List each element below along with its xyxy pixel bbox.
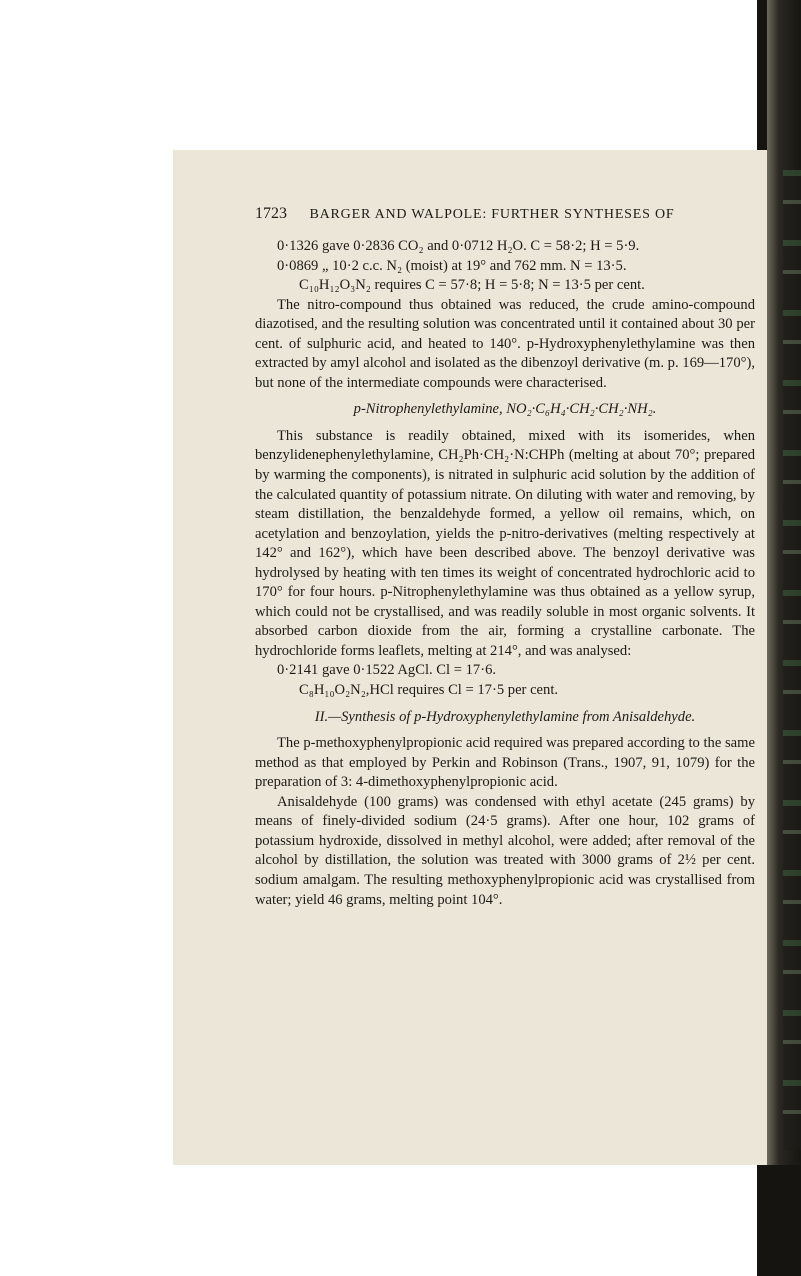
paragraph: The nitro-compound thus obtained was reduced, the crude amino-compound diazotised, and the resulting solution was concentrated until it contained about 30 per cent. of sulphuric acid, and heated to 140°. p-Hydroxyphenylethylamine was then extracted by amyl alcohol and isolated as the dibenzoyl derivative (m. p. 169—170°), but none of the intermediate compounds were characterised. [255,296,755,391]
section-heading [255,400,755,420]
scan-border-bottom-right [757,1165,801,1276]
analysis-line: 0·2141 gave 0·1522 AgCl. Cl = 17·6. [277,662,497,679]
page-number: 1723 [255,205,287,222]
paragraph: This substance is readily obtained, mixed with its isomerides, when benzylidenephenylethylamine, CH₂Ph·CH₂·N:CHPh (melting at about 70°; prepared by warming the components), is nitrated in sulphuric acid solution by the addition of the calculated quantity of potassium nitrate. On diluting with water and removing, by steam distillation, the benzaldehyde formed, a yellow oil remains, which, on acetylation and benzoylation, yields the p-nitro-derivatives (melting respectively at 142° and 162°), which have been described above. The benzoyl derivative was hydrolysed by heating with ten times its weight of concentrated hydrochloric acid to 170° for four hours. p-Nitrophenylethylamine was thus obtained as a yellow syrup, which could not be crystallised, and was readily soluble in most organic solvents. It absorbed carbon dioxide from the air, forming a crystalline carbonate. The hydrochloride forms leaflets, melting at 214°, and was analysed: [255,427,755,659]
heading-text: II.—Synthesis of p-Hydroxyphenylethylamine from Anisaldehyde. [314,708,696,725]
page-header [255,205,755,223]
heading-text: p-Nitrophenylethylamine, NO₂·C₆H₄·CH₂·CH₂·NH₂. [353,401,657,418]
analysis-line: 0·0869 „ 10·2 c.c. N₂ (moist) at 19° and 762 mm. N = 13·5. [277,257,627,274]
article-body [255,237,755,910]
analysis-requirement: C₁₀H₁₂O₃N₂ requires C = 57·8; H = 5·8; N = 13·5 per cent. [299,277,645,294]
section-heading [255,708,755,728]
analysis-line: 0·1326 gave 0·2836 CO₂ and 0·0712 H₂O. C = 58·2; H = 5·9. [277,238,640,254]
paragraph: The p-methoxyphenylpropionic acid required was prepared according to the same method as that employed by Perkin and Robinson (Trans., 1907, 91, 1079) for the preparation of 3: 4-dimethoxyphenylpropionic acid. [255,735,755,791]
book-edge-texture [783,170,801,1150]
analysis-requirement: C₈H₁₀O₂N₂,HCl requires Cl = 17·5 per cent. [299,682,559,699]
paragraph: Anisaldehyde (100 grams) was condensed with ethyl acetate (245 grams) by means of finely-divided sodium (24·5 grams). After one hour, 102 grams of potassium hydroxide, dissolved in methyl alcohol, were added; after removal of the alcohol by distillation, the solution was treated with 3000 grams of 2½ per cent. sodium amalgam. The resulting methoxyphenylpropionic acid was crystallised from water; yield 46 grams, melting point 104°. [255,793,755,908]
running-title: BARGER AND WALPOLE: FURTHER SYNTHESES OF [309,207,675,222]
